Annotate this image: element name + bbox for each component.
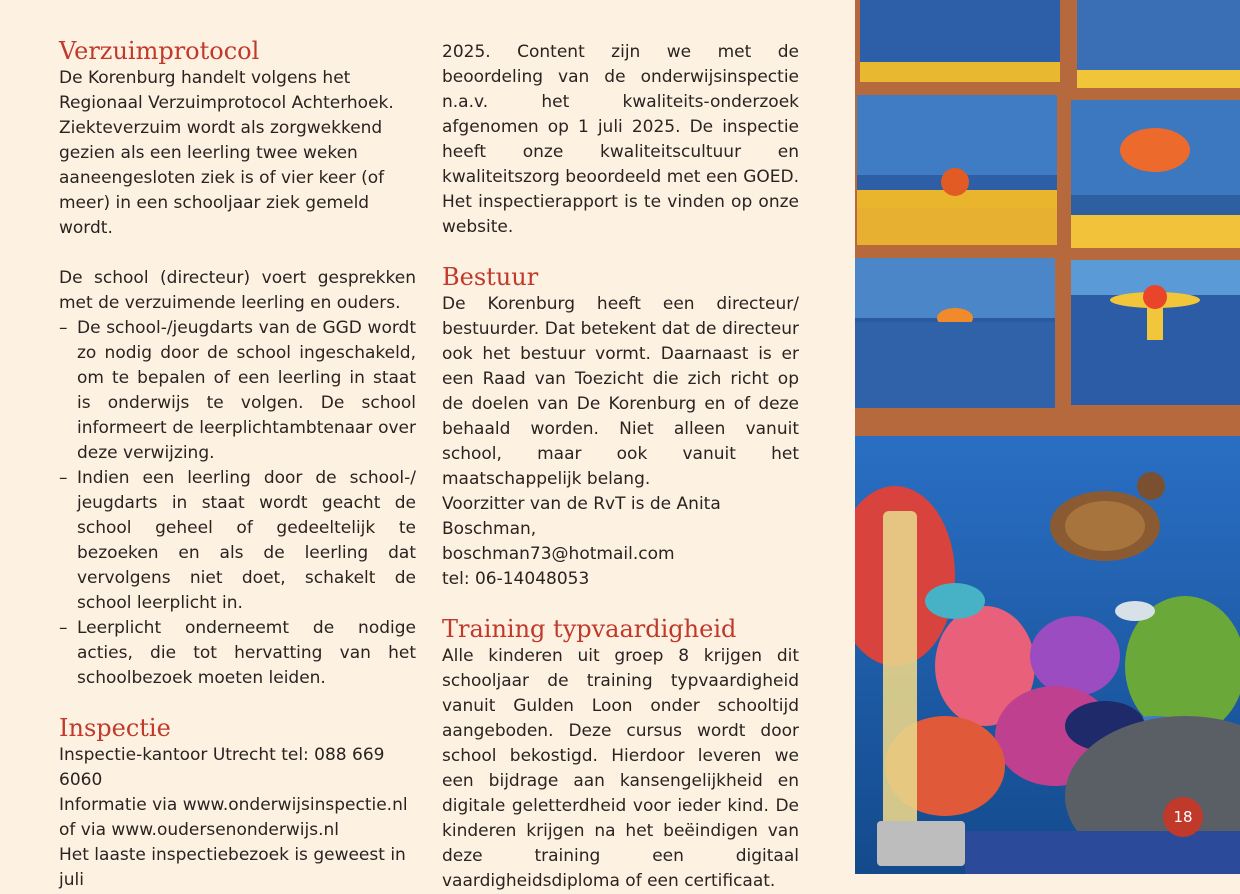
list-item: – De school-/jeugdarts van de GGD wordt zo nodig door de school ingeschakeld, om te bepalen of een leerling in staat is onderwijs te volgen. De school informeert de leerplichtambtenaar over deze verwijzing. [59, 316, 416, 466]
training-text: Alle kinderen uit groep 8 krijgen dit schooljaar de training typvaardigheid vanuit Gulden Loon onder schooltijd aangeboden. Deze cursus wordt door school bekostigd. Hierdoor leveren we een bijdrage aan kansengelijkheid en digitale geletterdheid voor ieder kind. De kinderen krijgen na het beëindigen van deze training een digitaal vaardigheidsdiploma of een certificaat. [442, 646, 799, 891]
verzuim-heading: Verzuimprotocol [59, 37, 260, 65]
inspectie-heading: Inspectie [59, 714, 171, 742]
verzuim-ziekte: Ziekteverzuim wordt als zorgwekkend gezien als een leerling twee weken aaneengesloten ziek is of vier keer (of meer) in een schooljaar ziek gemeld wordt. [59, 118, 385, 238]
bestuur-heading: Bestuur [442, 263, 539, 291]
inspectie-website: Informatie via www.onderwijsinspectie.nl [59, 795, 408, 815]
ouders-website: of via www.oudersenonderwijs.nl [59, 820, 339, 840]
verzuim-list [59, 316, 416, 691]
bestuur-text: De Korenburg heeft een directeur/ bestuurder. Dat betekent dat de directeur ook het bestuur vormt. Daarnaast is er een Raad van Toezicht die zich richt op de doelen van De Korenburg en of deze behaald worden. Niet alleen vanuit school, maar ook vanuit het maatschappelijk belang. [442, 294, 799, 489]
paintings-illustration [855, 0, 1240, 436]
rvt-telefoon: tel: 06-14048053 [442, 569, 590, 589]
inspectie-bezoek: Het laaste inspectiebezoek is geweest in juli [59, 845, 406, 890]
left-column [59, 36, 416, 893]
list-item: – Leerplicht onderneemt de nodige acties, die tot hervatting van het schoolbezoek moeten leiden. [59, 616, 416, 691]
list-item: – Indien een leerling door de school-/ jeugdarts in staat wordt geacht de school geheel of gedeeltelijk te bezoeken en als de leerling dat vervolgens niet doet, schakelt de school leerplicht in. [59, 466, 416, 616]
verzuim-gesprekken: De school (directeur) voert gesprekken met de verzuimende leerling en ouders. [59, 268, 416, 313]
page-number-badge: 18 [1163, 797, 1203, 837]
rvt-email: boschman73@hotmail.com [442, 544, 675, 564]
inspectie-kantoor: Inspectie-kantoor Utrecht tel: 088 669 6060 [59, 745, 385, 790]
paintings-photo [855, 0, 1240, 436]
rvt-voorzitter: Voorzitter van de RvT is de Anita Boschman, [442, 494, 721, 539]
inspectie-continued: 2025. Content zijn we met de beoordeling van de onderwijsinspectie n.a.v. het kwaliteits-onderzoek afgenomen op 1 juli 2025. De inspectie heeft onze kwaliteitscultuur en kwaliteitszorg beoordeeld met een GOED. Het inspectierapport is te vinden op onze website. [442, 42, 799, 237]
training-heading: Training typvaardigheid [442, 615, 737, 643]
verzuim-intro: De Korenburg handelt volgens het Regionaal Verzuimprotocol Achterhoek. [59, 68, 394, 113]
middle-column [442, 40, 799, 894]
